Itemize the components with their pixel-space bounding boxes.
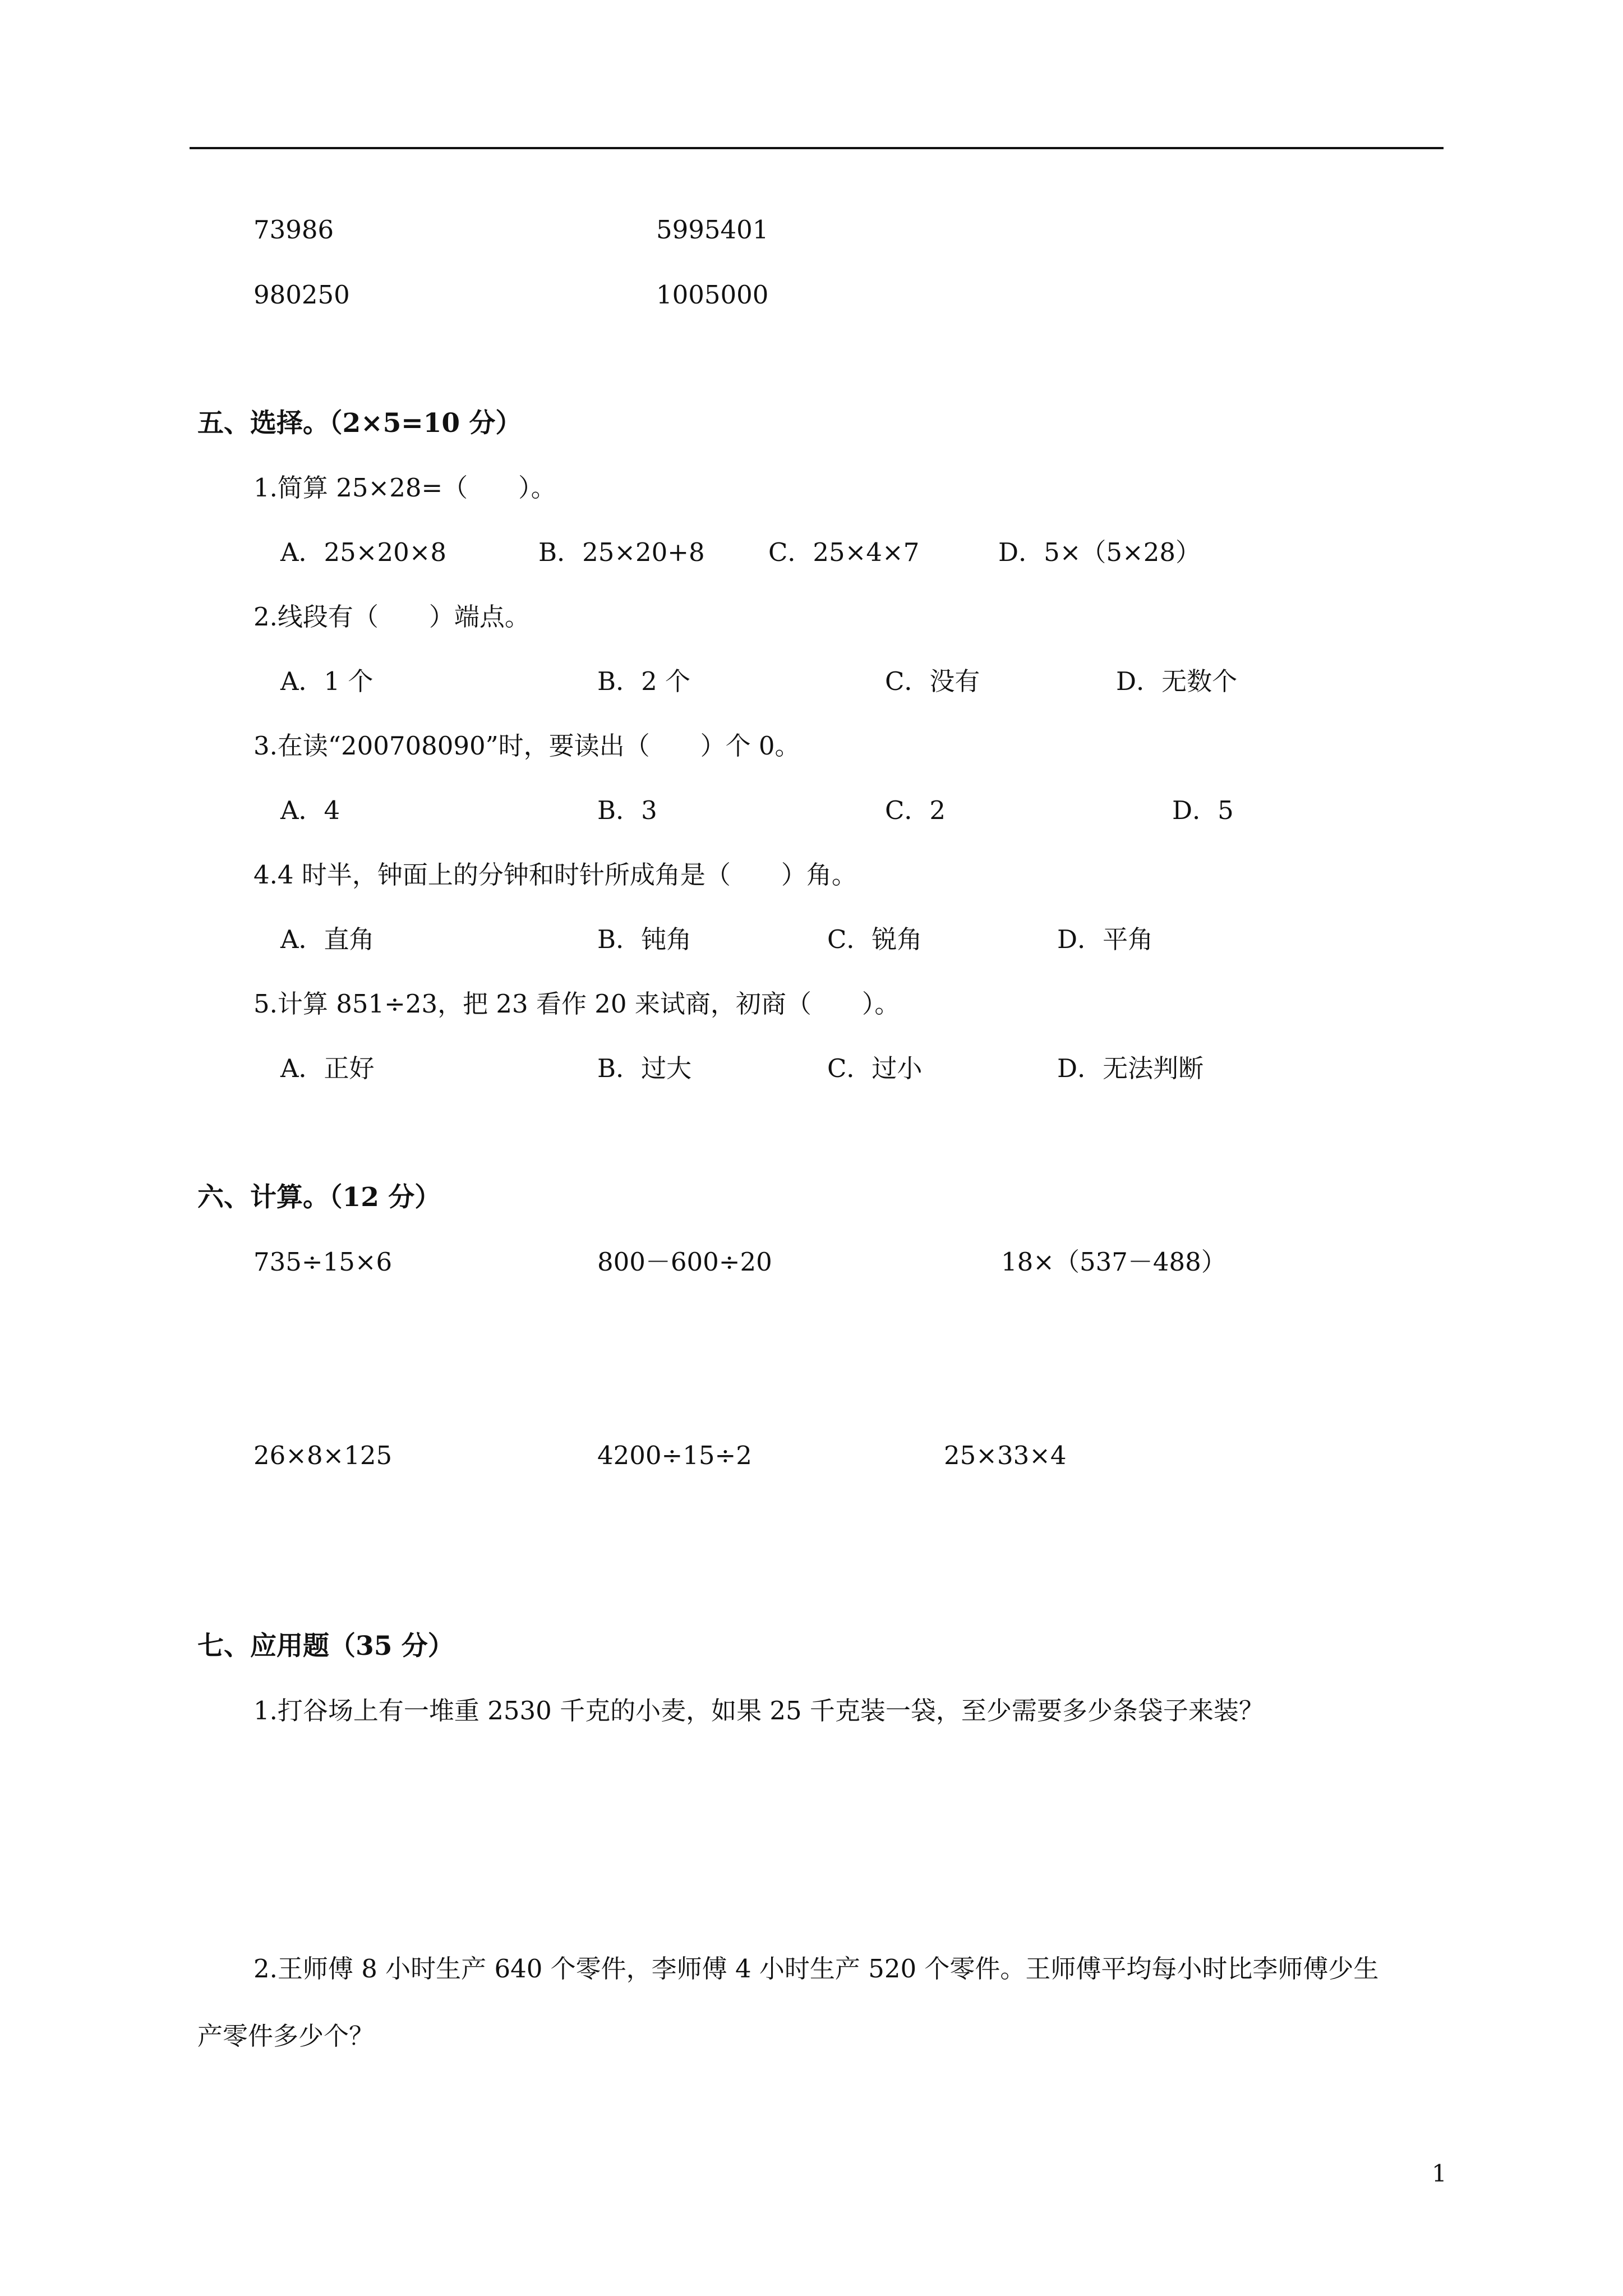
page-number: 1: [1432, 2160, 1447, 2187]
calc-expression-5: 4200÷15÷2: [597, 1441, 752, 1470]
number-5995401: 5995401: [656, 215, 769, 245]
number-73986: 73986: [253, 215, 334, 245]
q5-1-option-a: A．25×20×8: [280, 537, 447, 567]
q5-5-option-a: A．正好: [280, 1053, 375, 1083]
q5-3-option-b: B．3: [597, 795, 657, 825]
q5-5-stem: 5.计算 851÷23，把 23 看作 20 来试商，初商（ ）。: [253, 989, 900, 1019]
section5-title: 五、选择。（2×5=10 分）: [197, 408, 522, 439]
q5-2-option-b: B．2 个: [597, 666, 691, 696]
q5-4-option-c: C．锐角: [827, 924, 923, 954]
q5-4-option-d: D．平角: [1057, 924, 1154, 954]
calc-expression-1: 735÷15×6: [253, 1247, 393, 1277]
q5-1-stem: 1.简算 25×28=（ ）。: [253, 473, 556, 503]
q5-1-option-c: C．25×4×7: [768, 537, 920, 567]
q5-5-option-c: C．过小: [827, 1053, 923, 1083]
q5-1-option-d: D．5×（5×28）: [998, 537, 1201, 567]
q5-2-option-d: D．无数个: [1116, 666, 1238, 696]
calc-expression-6: 25×33×4: [944, 1441, 1067, 1470]
section6-title: 六、计算。（12 分）: [197, 1182, 441, 1213]
word-problem-1: 1.打谷场上有一堆重 2530 千克的小麦，如果 25 千克装一袋，至少需要多少条袋子来装？: [253, 1696, 1264, 1726]
word-problem-2-line2: 产零件多少个？: [197, 2021, 375, 2051]
calc-expression-4: 26×8×125: [253, 1441, 393, 1470]
q5-3-stem: 3.在读“200708090”时，要读出（ ）个 0。: [253, 731, 800, 761]
word-problem-2-line1: 2.王师傅 8 小时生产 640 个零件，李师傅 4 小时生产 520 个零件。王师傅平均每小时比李师傅少生: [253, 1954, 1379, 1984]
q5-4-option-b: B．钝角: [597, 924, 692, 954]
q5-2-stem: 2.线段有（ ）端点。: [253, 602, 530, 632]
q5-5-option-b: B．过大: [597, 1053, 692, 1083]
q5-4-option-a: A．直角: [280, 924, 375, 954]
q5-3-option-a: A．4: [280, 795, 340, 825]
q5-1-option-b: B．25×20+8: [538, 537, 705, 567]
q5-3-option-d: D．5: [1172, 795, 1234, 825]
section7-title: 七、应用题（35 分）: [197, 1631, 454, 1662]
q5-4-stem: 4.4 时半，钟面上的分钟和时针所成角是（ ）角。: [253, 860, 857, 890]
calc-expression-3: 18×（537－488）: [1001, 1247, 1227, 1277]
number-980250: 980250: [253, 280, 350, 310]
calc-expression-2: 800－600÷20: [597, 1247, 772, 1277]
q5-2-option-c: C．没有: [885, 666, 980, 696]
header-rule: [190, 147, 1444, 149]
q5-2-option-a: A．1 个: [280, 666, 374, 696]
q5-3-option-c: C．2: [885, 795, 946, 825]
q5-5-option-d: D．无法判断: [1057, 1053, 1204, 1083]
number-1005000: 1005000: [656, 280, 769, 310]
